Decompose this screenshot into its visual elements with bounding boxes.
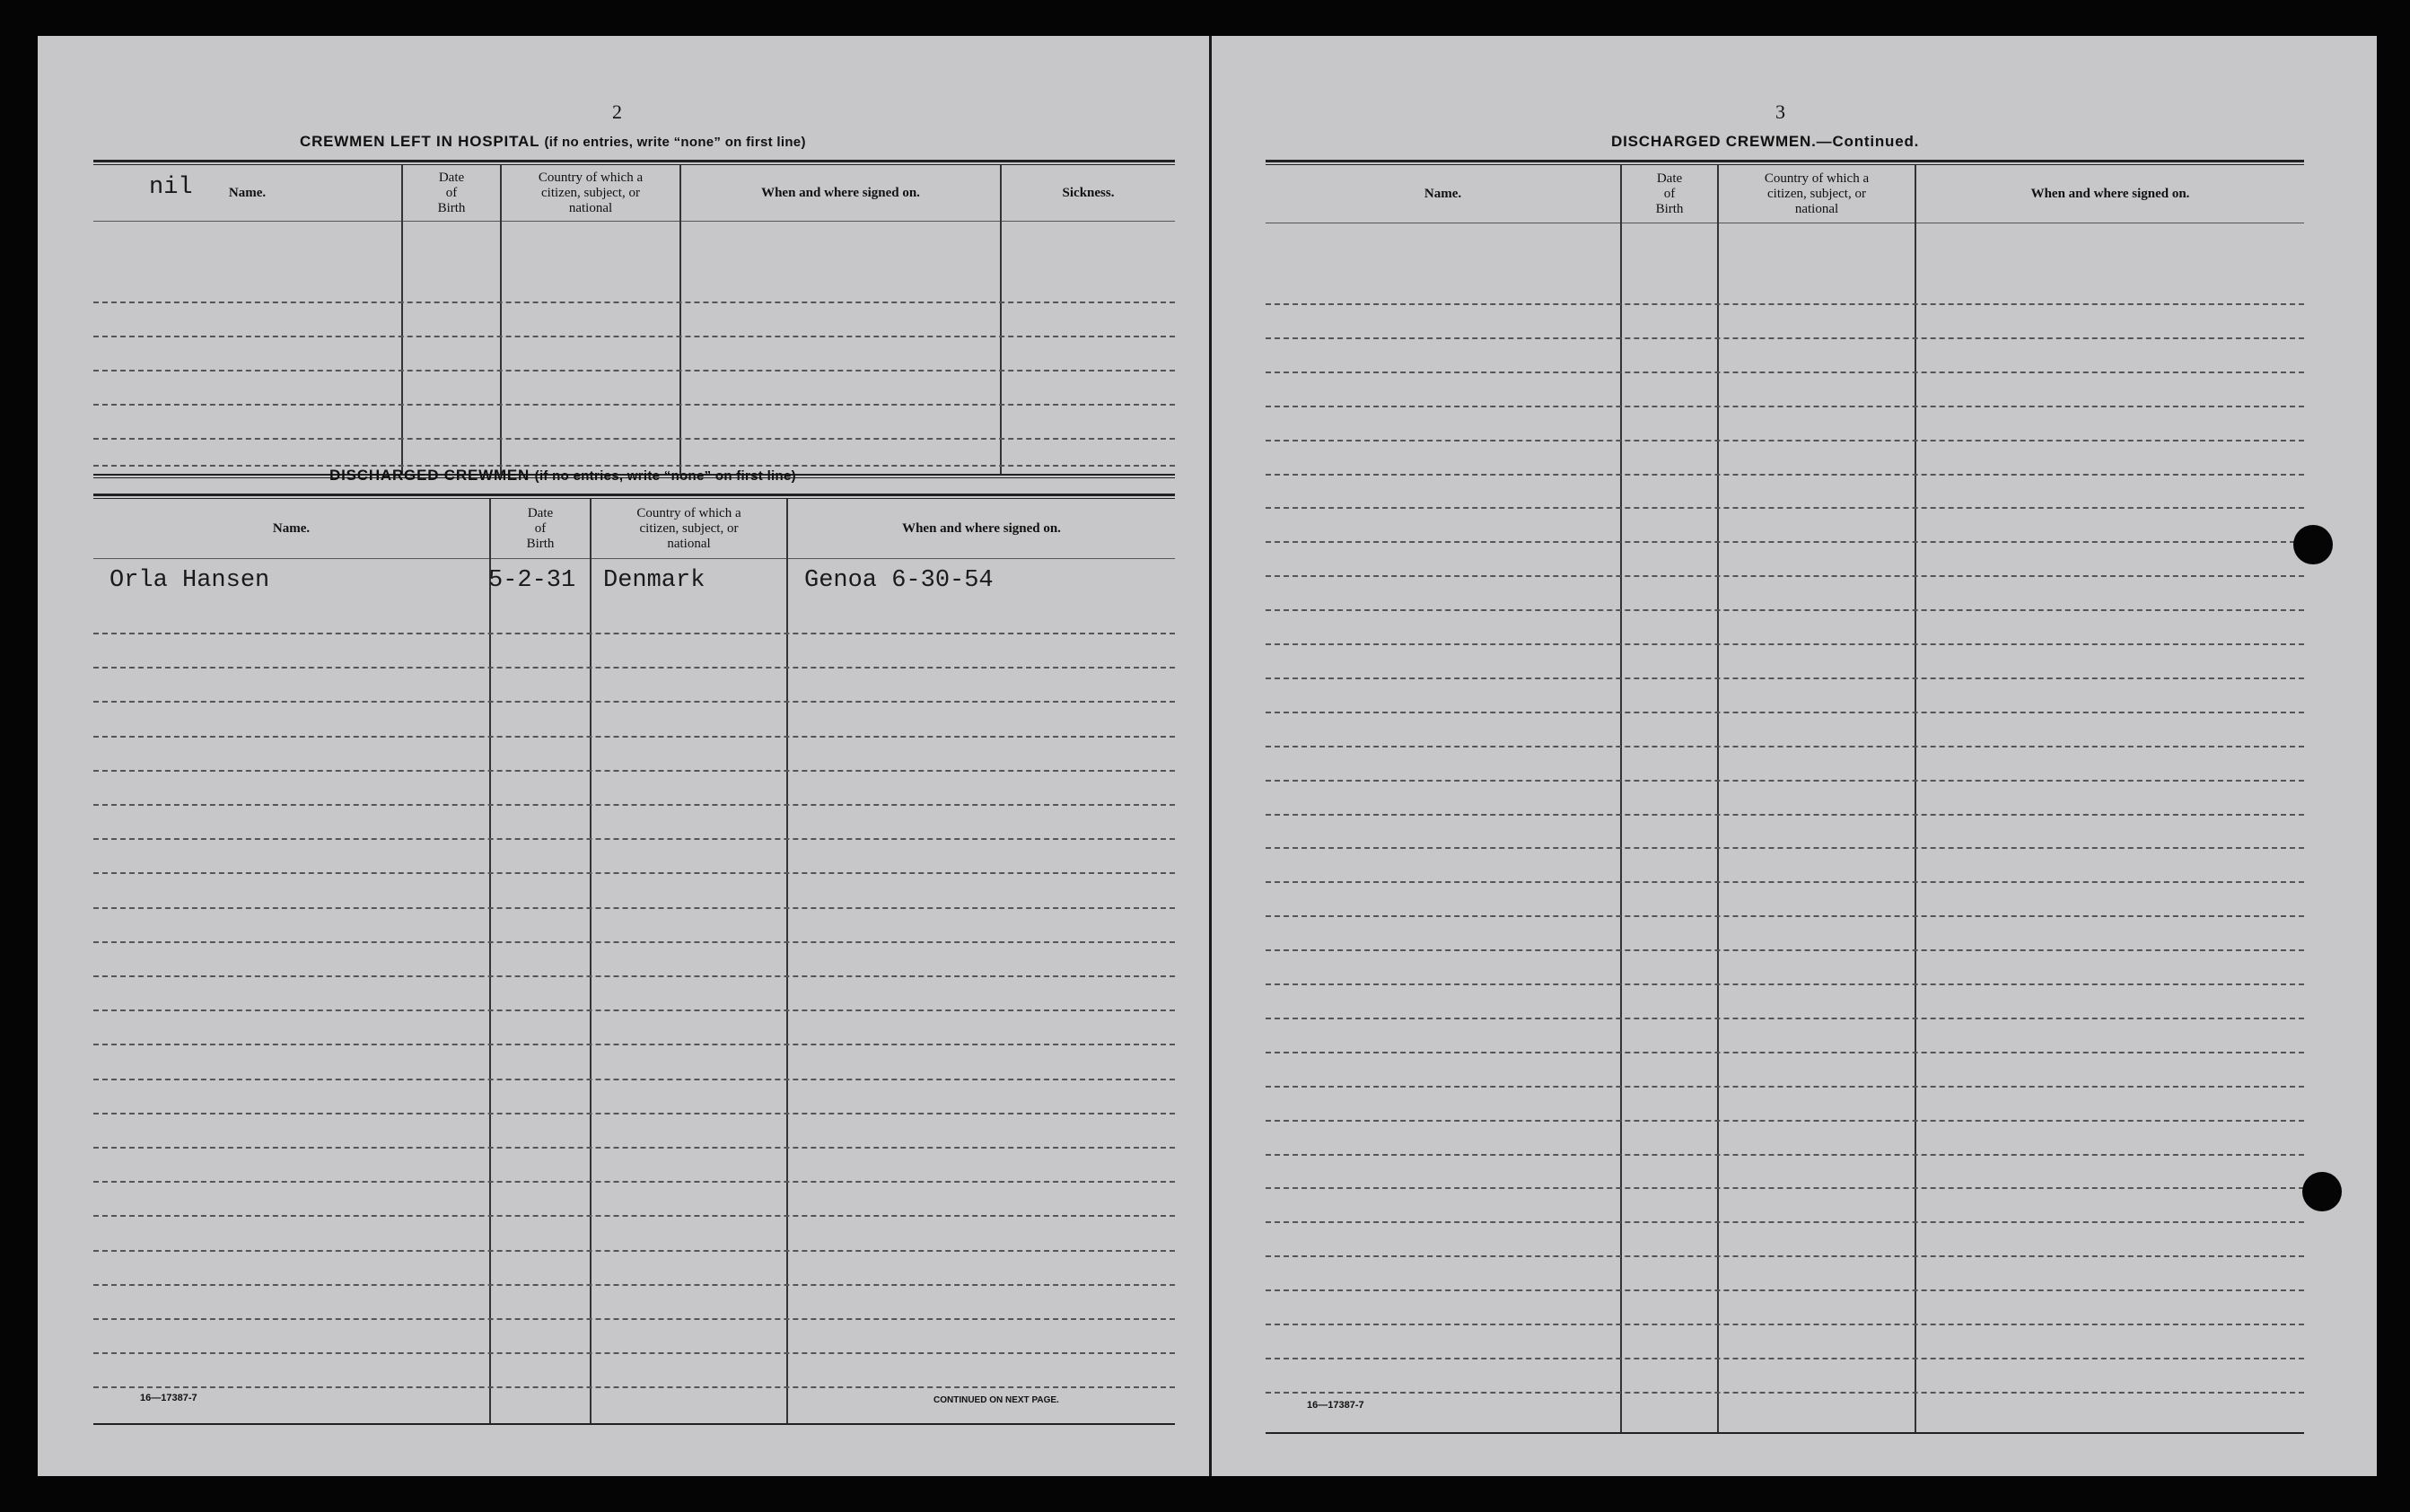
entry-line <box>1266 541 2304 543</box>
entry-line <box>1266 406 2304 407</box>
entry-line <box>1266 507 2304 509</box>
column-divider <box>1620 165 1622 1432</box>
entry-line <box>1266 337 2304 339</box>
column-header-country: Country of which a citizen, subject, or national <box>636 505 741 551</box>
column-header-date-of-birth: Date of Birth <box>437 170 466 215</box>
entry-line <box>1266 371 2304 373</box>
entry-line <box>93 404 1175 406</box>
header-bottom-rule <box>93 558 1175 559</box>
entry-line <box>1266 1289 2304 1291</box>
entry-line <box>93 1386 1175 1388</box>
entry-line <box>1266 1018 2304 1019</box>
entry-line <box>1266 1086 2304 1088</box>
entry-line <box>1266 303 2304 305</box>
entry-line <box>1266 440 2304 441</box>
column-header-name: Name. <box>272 521 311 536</box>
entry-line <box>1266 575 2304 577</box>
page-number: 2 <box>612 101 622 123</box>
discharged-continued-title: DISCHARGED CREWMEN.—Continued. <box>1611 133 1920 150</box>
column-header-sickness: Sickness. <box>1062 186 1115 200</box>
entry-line <box>1266 643 2304 645</box>
entry-line <box>1266 814 2304 816</box>
hospital-title-main: CREWMEN LEFT IN HOSPITAL <box>300 133 539 150</box>
entry-line <box>93 838 1175 840</box>
left-page <box>38 36 1209 1476</box>
column-header-name: Name. <box>1424 187 1462 201</box>
entry-line <box>93 1147 1175 1149</box>
entry-line <box>1266 780 2304 782</box>
discharged-title-main: DISCHARGED CREWMEN <box>329 467 530 484</box>
column-divider <box>1717 165 1719 1432</box>
entry-line <box>93 438 1175 440</box>
column-header-date-of-birth: Date of Birth <box>526 505 555 551</box>
hospital-title-note: (if no entries, write “none” on first line) <box>544 135 806 150</box>
entry-line <box>93 1250 1175 1252</box>
column-header-name: Name. <box>228 186 267 200</box>
row-country: Denmark <box>603 567 705 594</box>
entry-line <box>1266 1187 2304 1189</box>
entry-line <box>1266 1358 2304 1359</box>
column-header-signed-on: When and where signed on. <box>902 521 1061 536</box>
entry-line <box>93 302 1175 303</box>
form-number: 16—17387-7 <box>1307 1400 1364 1411</box>
entry-line <box>93 1079 1175 1080</box>
entry-line <box>93 633 1175 634</box>
entry-line <box>93 336 1175 337</box>
entry-line <box>1266 1255 2304 1257</box>
entry-line <box>93 1181 1175 1183</box>
row-date-of-birth: 5-2-31 <box>488 567 576 594</box>
table-top-rule-thin <box>1266 164 2304 165</box>
table-top-rule-thin <box>93 164 1175 165</box>
row-name: Orla Hansen <box>110 567 270 594</box>
column-header-date-of-birth: Date of Birth <box>1655 170 1684 216</box>
entry-line <box>1266 847 2304 849</box>
row-name: nil <box>149 174 193 201</box>
entry-line <box>1266 949 2304 951</box>
row-signed-on: Genoa 6-30-54 <box>804 567 994 594</box>
entry-line <box>1266 712 2304 713</box>
entry-line <box>1266 1392 2304 1394</box>
entry-line <box>1266 677 2304 679</box>
table-bottom-rule <box>93 1423 1175 1425</box>
page-number: 3 <box>1775 101 1785 123</box>
discharged-section-title <box>329 467 796 485</box>
entry-line <box>93 1113 1175 1114</box>
entry-line <box>1266 474 2304 476</box>
discharged-title-note: (if no entries, write “none” on first line) <box>534 468 796 484</box>
entry-line <box>93 941 1175 943</box>
table-top-rule <box>93 494 1175 496</box>
entry-line <box>93 1318 1175 1320</box>
entry-line <box>93 1215 1175 1217</box>
entry-line <box>1266 1221 2304 1223</box>
entry-line <box>93 701 1175 703</box>
discharged-continued-table <box>1266 160 2304 1437</box>
entry-line <box>1266 746 2304 747</box>
form-number: 16—17387-7 <box>140 1393 197 1403</box>
entry-line <box>1266 881 2304 883</box>
entry-line <box>93 770 1175 772</box>
column-header-signed-on: When and where signed on. <box>761 186 920 200</box>
entry-line <box>1266 1154 2304 1156</box>
table-bottom-rule <box>1266 1432 2304 1434</box>
entry-line <box>1266 1120 2304 1122</box>
header-bottom-rule <box>93 221 1175 222</box>
hospital-section-title <box>300 133 806 151</box>
discharged-table <box>93 494 1175 1427</box>
entry-line <box>1266 1324 2304 1325</box>
entry-line <box>93 1044 1175 1045</box>
hospital-table <box>93 160 1175 478</box>
entry-line <box>93 370 1175 371</box>
entry-line <box>1266 915 2304 917</box>
entry-line <box>93 975 1175 977</box>
entry-line <box>1266 983 2304 985</box>
table-top-rule <box>93 160 1175 162</box>
entry-line <box>93 736 1175 738</box>
entry-line <box>93 1352 1175 1354</box>
punch-hole <box>2302 1172 2342 1211</box>
table-top-rule-thin <box>93 498 1175 499</box>
entry-line <box>93 804 1175 806</box>
entry-line <box>93 1009 1175 1011</box>
column-header-country: Country of which a citizen, subject, or national <box>538 170 644 215</box>
entry-line <box>93 1284 1175 1286</box>
punch-hole <box>2293 525 2333 564</box>
column-header-country: Country of which a citizen, subject, or national <box>1764 170 1870 216</box>
entry-line <box>1266 1052 2304 1053</box>
column-divider <box>1915 165 1916 1432</box>
table-top-rule <box>1266 160 2304 162</box>
entry-line <box>93 667 1175 669</box>
entry-line <box>1266 609 2304 611</box>
entry-line <box>93 907 1175 909</box>
entry-line <box>93 872 1175 874</box>
right-page <box>1212 36 2377 1476</box>
column-header-signed-on: When and where signed on. <box>2030 187 2190 201</box>
continued-note: CONTINUED ON NEXT PAGE. <box>933 1395 1059 1405</box>
